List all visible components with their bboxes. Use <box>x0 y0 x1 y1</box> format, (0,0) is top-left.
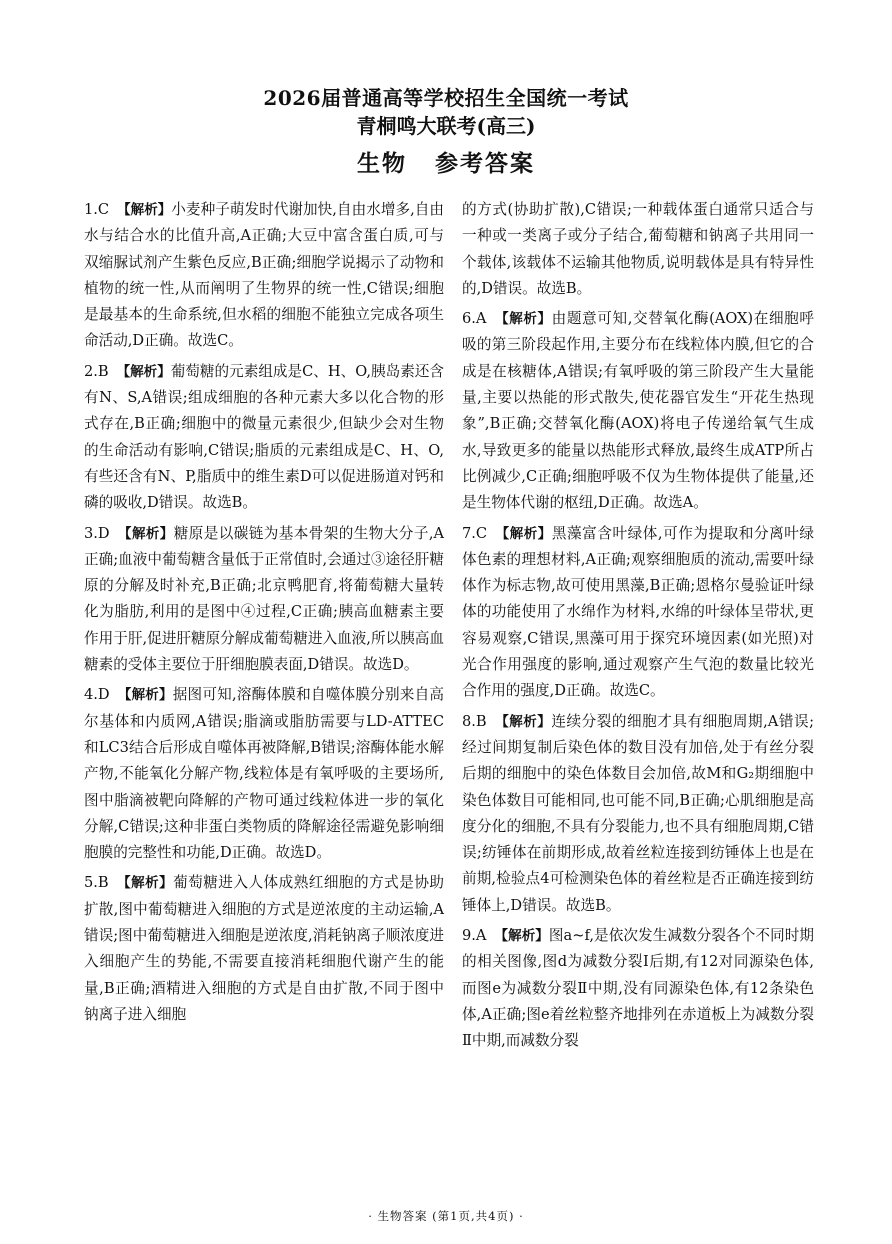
analysis-tag: 【解析】 <box>116 875 174 892</box>
page-footer: · 生物答案 (第1页,共4页) · <box>368 1209 524 1223</box>
analysis-text: 黑藻富含叶绿体,可作为提取和分离叶绿体色素的理想材料,A正确;观察细胞质的流动,需要叶绿体作为标志物,故可使用黑藻,B正确;恩格尔曼验证叶绿体的功能使用了水绵作为材料,水绵的叶绿体呈带状,更容易观察,C错误,黑藻可用于探究环境因素(如光照)对光合作用强度的影响,通过观察产生气泡的数量比较光合作用的强度,D正确。故选C。 <box>462 524 815 700</box>
analysis-tag: 【解析】 <box>495 525 552 542</box>
doc-type-label: 参考答案 <box>435 151 535 177</box>
continuation-paragraph: 的方式(协助扩散),C错误;一种载体蛋白通常只适合与一种或一类离子或分子结合,葡萄糖和钠离子共用同一个载体,该载体不运输其他物质,说明载体是具有特异性的,D错误。故选B。 <box>462 201 814 297</box>
answer-number: 8.B <box>462 712 487 730</box>
analysis-text: 连续分裂的细胞才具有细胞周期,A错误;经过间期复制后染色体的数目没有加倍,处于有丝分裂后期的细胞中的染色体数目会加倍,故M和G₂期细胞中染色体数目可能相同,也可能不同,B正确;心肌细胞是高度分化的细胞,不具有分裂能力,也不具有细胞周期,C错误;纺锤体在前期形成,故着丝粒连接到纺锤体上也是在前期,检验点4可检测染色体的着丝粒是否正确连接到纺锤体上,D错误。故选B。 <box>462 712 814 914</box>
left-column <box>84 197 444 1032</box>
answer-number: 9.A <box>462 927 487 945</box>
answer-number: 7.C <box>462 524 488 542</box>
answer-item <box>462 521 814 705</box>
analysis-text: 糖原是以碳链为基本骨架的生物大分子,A正确;血液中葡萄糖含量低于正常值时,会通过③途径肝糖原的分解及时补充,B正确;北京鸭肥育,将葡萄糖大量转化为脂肪,利用的是图中④过程,C正确;胰高血糖素主要作用于肝,促进肝糖原分解成葡萄糖进入血液,所以胰高血糖素的受体主要位于肝细胞膜表面,D错误。故选D。 <box>84 524 445 674</box>
answer-number: 1.C <box>84 201 110 218</box>
answer-number: 3.D <box>84 524 110 542</box>
answer-item <box>462 923 814 1054</box>
analysis-tag: 【解析】 <box>494 311 552 328</box>
answer-number: 5.B <box>84 874 109 892</box>
analysis-tag: 【解析】 <box>117 525 174 542</box>
analysis-text: 葡萄糖进入人体成熟红细胞的方式是协助扩散,图中葡萄糖进入细胞的方式是逆浓度的主动运输,A错误;图中葡萄糖进入细胞是逆浓度,消耗钠离子顺浓度进入细胞产生的势能,不需要直接消耗细胞代谢产生的能量,B正确;酒精进入细胞的方式是自由扩散,不同于图中钠离子进入细胞 <box>84 874 444 1023</box>
right-column <box>462 197 814 1059</box>
answer-item <box>84 870 444 1028</box>
document-header <box>0 84 892 182</box>
answer-number: 6.A <box>462 310 487 328</box>
analysis-text: 据图可知,溶酶体膜和自噬体膜分别来自高尔基体和内质网,A错误;脂滴或脂肪需要与LD-ATTEC和LC3结合后形成自噬体再被降解,B错误;溶酶体能水解产物,不能氧化分解产物,线粒体是有氧呼吸的主要场所,图中脂滴被靶向降解的产物可通过线粒体进一步的氧化分解,C错误;这种非蛋白类物质的降解途径需避免影响细胞膜的完整性和功能,D正确。故选D。 <box>84 686 445 862</box>
analysis-tag: 【解析】 <box>117 202 172 218</box>
answer-item <box>462 709 814 919</box>
answer-item <box>84 521 444 679</box>
answer-item <box>462 306 814 516</box>
subject-label: 生物 <box>357 151 407 177</box>
analysis-text: 由题意可知,交替氧化酶(AOX)在细胞呼吸的第三阶段起作用,主要分布在线粒体内膜,但它的合成是在核糖体,A错误;有氧呼吸的第三阶段产生大量能量,主要以热能的形式散失,使花器官发生“开花生热现象”,B正确;交替氧化酶(AOX)将电子传递给氧气生成水,导致更多的能量以热能形式释放,最终生成ATP所占比例减少,C正确;细胞呼吸不仅为生物体提供了能量,还是生物体代谢的枢纽,D正确。故选A。 <box>462 310 814 512</box>
answer-item <box>84 197 444 355</box>
analysis-text: 图a~f,是依次发生减数分裂各个不同时期的相关图像,图d为减数分裂Ⅰ后期,有12对同源染色体,而图e为减数分裂Ⅱ中期,没有同源染色体,有12条染色体,A正确;图e着丝粒整齐地排列在赤道板上为减数分裂Ⅱ中期,而减数分裂 <box>462 927 815 1050</box>
exam-subtitle: 青桐鸣大联考(高三) <box>356 114 536 138</box>
analysis-tag: 【解析】 <box>494 713 552 730</box>
analysis-text: 葡萄糖的元素组成是C、H、O,胰岛素还含有N、S,A错误;组成细胞的各种元素大多以化合物的形式存在,B正确;细胞中的微量元素很少,但缺少会对生物的生命活动有影响,C错误;脂质的元素组成是C、H、O,有些还含有N、P,脂质中的维生素D可以促进肠道对钙和磷的吸收,D错误。故选B。 <box>84 362 444 512</box>
analysis-tag: 【解析】 <box>117 687 173 704</box>
answer-item <box>84 359 444 517</box>
analysis-text: 小麦种子萌发时代谢加快,自由水增多,自由水与结合水的比值升高,A正确;大豆中富含蛋白质,可与双缩脲试剂产生紫色反应,B正确;细胞学说揭示了动物和植物的统一性,从而阐明了生物界的统一性,C错误;细胞是最基本的生命系统,但水稻的细胞不能独立完成各项生命活动,D正确。故选C。 <box>84 201 445 350</box>
exam-title: 2026届普通高等学校招生全国统一考试 <box>263 86 629 110</box>
analysis-tag: 【解析】 <box>494 928 549 945</box>
analysis-tag: 【解析】 <box>116 363 171 380</box>
answer-number: 2.B <box>84 362 109 380</box>
answer-number: 4.D <box>84 686 110 704</box>
answer-item <box>84 682 444 866</box>
answer-heading <box>0 146 892 182</box>
